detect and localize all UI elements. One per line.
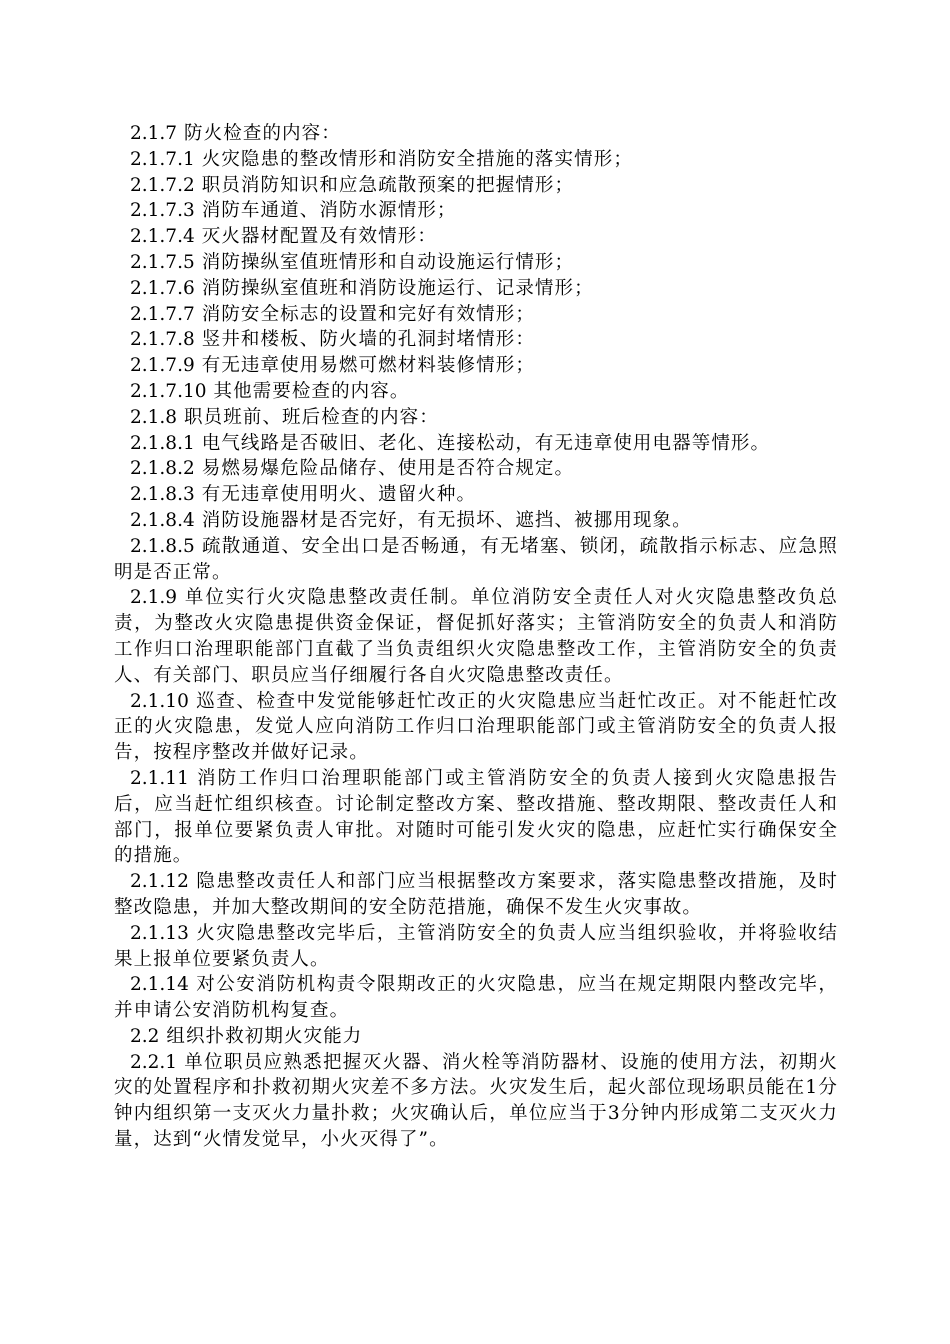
paragraph-text: 消防设施器材是否完好，有无损坏、遮挡、被挪用现象。 [194,509,692,531]
section-number: 2.1.13 [130,922,189,944]
paragraph-text: 有无违章使用明火、遗留火种。 [194,484,477,506]
section-number: 2.1.7.7 [130,303,195,325]
section-number: 2.1.7.1 [130,148,195,170]
paragraph-text: 有无违章使用易燃可燃材料装修情形； [194,355,535,377]
section-number: 2.1.8 [130,406,178,428]
paragraph [114,921,838,973]
section-number: 2.1.7.10 [130,380,207,402]
paragraph-text: 单位实行火灾隐患整改责任制。单位消防安全责任人对火灾隐患整改负总责，为整改火灾隐患提供资金保证，督促抓好落实；主管消防安全的负责人和消防工作归口治理职能部门直截了当负责组织火灾隐患整改工作，主管消防安全的负责人、有关部门、职员应当仔细履行各自火灾隐患整改责任。 [114,587,838,686]
paragraph-text: 疏散通道、安全出口是否畅通，有无堵塞、锁闭，疏散指示标志、应急照明是否正常。 [114,535,838,583]
paragraph-text: 职员消防知识和应急疏散预案的把握情形； [194,174,575,196]
paragraph-text: 防火检查的内容： [177,123,341,144]
section-number: 2.1.12 [130,871,189,893]
paragraph-text: 消防工作归口治理职能部门或主管消防安全的负责人接到火灾隐患报告后，应当赶忙组织核查。讨论制定整改方案、整改措施、整改期限、整改责任人和部门，报单位要紧负责人审批。对随时可能引发火灾的隐患，应赶忙实行确保安全的措施。 [114,767,838,867]
section-number: 2.2 [130,1025,160,1047]
paragraph [114,508,838,534]
paragraph [114,198,838,224]
paragraph [114,405,838,431]
paragraph-text: 职员班前、班后检查的内容： [177,406,439,428]
paragraph [114,302,838,328]
section-number: 2.1.11 [130,767,189,789]
paragraph [114,379,838,405]
paragraph-text: 对公安消防机构责令限期改正的火灾隐患，应当在规定期限内整改完毕，并申请公安消防机构复查。 [114,974,838,1022]
section-number: 2.1.7.8 [130,329,195,351]
paragraph [114,224,838,250]
paragraph [114,276,838,302]
paragraph-text: 竖井和楼板、防火墙的孔洞封堵情形： [194,329,535,351]
paragraph-text: 其他需要检查的内容。 [206,380,410,402]
section-number: 2.1.8.4 [130,509,195,531]
paragraph [114,173,838,199]
document-body [114,121,838,1153]
paragraph-text: 组织扑救初期火灾能力 [159,1025,363,1047]
section-number: 2.1.7.6 [130,277,195,299]
section-number: 2.1.7.2 [130,174,195,196]
paragraph [114,972,838,1024]
paragraph [114,1050,838,1153]
paragraph-text: 单位职员应熟悉把握灭火器、消火栓等消防器材、设施的使用方法，初期火灾的处置程序和扑救初期火灾差不多方法。火灾发生后，起火部位现场职员能在1分钟内组织第一支灭火力量扑救；火灾确认后，单位应当于3分钟内形成第二支灭火力量，达到“火情发觉早，小火灭得了”。 [114,1051,838,1151]
paragraph-text: 巡查、检查中发觉能够赶忙改正的火灾隐患应当赶忙改正。对不能赶忙改正的火灾隐患，发觉人应向消防工作归口治理职能部门或主管消防安全的负责人报告，按程序整改并做好记录。 [114,690,838,764]
paragraph [114,327,838,353]
paragraph [114,353,838,379]
paragraph-text: 消防安全标志的设置和完好有效情形； [194,303,535,325]
paragraph-text: 火灾隐患整改完毕后，主管消防安全的负责人应当组织验收，并将验收结果上报单位要紧负责人。 [114,922,838,970]
paragraph [114,456,838,482]
section-number: 2.1.8.2 [130,458,195,480]
paragraph [114,869,838,921]
section-number: 2.1.7.3 [130,200,195,222]
paragraph [114,482,838,508]
paragraph [114,147,838,173]
paragraph-text: 消防操纵室值班和消防设施运行、记录情形； [194,277,594,299]
section-number: 2.1.8.3 [130,484,195,506]
section-number: 2.1.7.9 [130,355,195,377]
paragraph [114,689,838,766]
section-number: 2.1.14 [130,974,189,996]
paragraph [114,431,838,457]
paragraph [114,121,838,147]
section-number: 2.1.7.4 [130,226,195,248]
paragraph-text: 隐患整改责任人和部门应当根据整改方案要求，落实隐患整改措施，及时整改隐患，并加大整改期间的安全防范措施，确保不发生火灾事故。 [114,871,838,918]
paragraph-text: 消防操纵室值班情形和自动设施运行情形； [194,251,575,273]
section-number: 2.1.8.5 [130,535,195,557]
section-number: 2.1.7.5 [130,251,195,273]
paragraph-text: 电气线路是否破旧、老化、连接松动，有无违章使用电器等情形。 [194,432,771,454]
section-number: 2.2.1 [130,1051,178,1073]
paragraph-text: 火灾隐患的整改情形和消防安全措施的落实情形； [194,148,633,170]
paragraph [114,534,838,586]
section-number: 2.1.7 [130,123,178,144]
section-number: 2.1.8.1 [130,432,195,454]
paragraph-text: 灭火器材配置及有效情形： [194,226,437,248]
paragraph [114,766,838,869]
section-number: 2.1.10 [130,690,189,712]
paragraph [114,250,838,276]
paragraph-text: 消防车通道、消防水源情形； [194,200,457,222]
section-number: 2.1.9 [130,587,178,609]
paragraph-text: 易燃易爆危险品储存、使用是否符合规定。 [194,458,575,480]
paragraph [114,1024,838,1050]
paragraph [114,585,838,688]
